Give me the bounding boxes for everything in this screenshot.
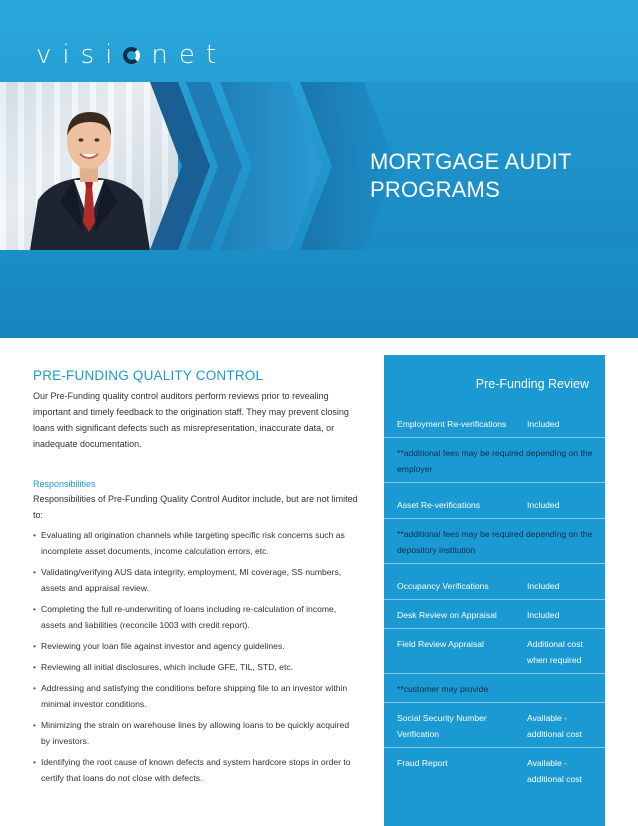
hero-banner — [0, 0, 638, 338]
table-row-note: **additional fees may be required depending on the employer — [384, 437, 605, 482]
table-row: Fraud Report Available - additional cost — [384, 747, 605, 792]
hero-title-line1: MORTGAGE AUDIT — [370, 149, 572, 174]
logo-prefix: visi — [36, 40, 124, 70]
panel-title: Pre-Funding Review — [475, 377, 589, 391]
section-title: PRE-FUNDING QUALITY CONTROL — [33, 368, 264, 383]
list-item: • Minimizing the strain on warehouse lines by allowing loans to be quickly acquired by investors. — [33, 717, 358, 749]
list-item: • Addressing and satisfying the conditions before shipping file to an investor within minimal investor conditions. — [33, 680, 358, 712]
visionet-logo[interactable] — [36, 40, 227, 70]
table-row: Field Review Appraisal Additional cost when required — [384, 628, 605, 673]
table-row-note: **customer may provide — [384, 673, 605, 702]
hero-title — [370, 148, 620, 204]
list-item: • Validating/verifying AUS data integrity, employment, MI coverage, SS numbers, assets and appraisal review. — [33, 564, 358, 596]
list-item: • Identifying the root cause of known defects and system hardcore stops in order to certify that loans do not close with defects. — [33, 754, 358, 786]
list-item: • Completing the full re-underwriting of loans including re-calculation of income, assets and liabilities (reconcile 1003 with credit report). — [33, 601, 358, 633]
pre-funding-review-panel — [384, 355, 605, 826]
logo-suffix: net — [151, 40, 228, 70]
table-row: Social Security Number VerificationAvailable - additional cost — [384, 702, 605, 747]
list-item: • Reviewing your loan file against investor and agency guidelines. — [33, 638, 358, 654]
table-row: Occupancy Verifications Included — [384, 563, 605, 599]
responsibilities-heading: Responsibilities — [33, 479, 96, 489]
section-intro: Our Pre-Funding quality control auditors perform reviews prior to revealing important and timely feedback to the origination staff. They may prevent closing loans with significant defects such as misrepresentation, inaccurate data, or inadequate documentation. — [33, 391, 349, 449]
list-item: • Reviewing all initial disclosures, which include GFE, TIL, STD, etc. — [33, 659, 358, 675]
review-table — [384, 409, 605, 792]
table-row: Desk Review on Appraisal Included — [384, 599, 605, 628]
responsibilities-lead: Responsibilities of Pre-Funding Quality Control Auditor include, but are not limited to: — [33, 494, 358, 520]
pre-funding-section — [33, 368, 358, 791]
list-item: • Evaluating all origination channels while targeting specific risk concerns such as incomplete asset documents, income calculation errors, etc. — [33, 527, 358, 559]
table-row: Employment Re-verifications Included — [397, 419, 560, 429]
table-row-note: **additional fees may be required depending on the depository institution — [384, 518, 605, 563]
logo-o-icon — [123, 47, 140, 64]
table-row: Asset Re-verifications Included — [384, 482, 605, 518]
responsibilities-list — [33, 527, 358, 786]
hero-title-line2: PROGRAMS — [370, 177, 500, 202]
